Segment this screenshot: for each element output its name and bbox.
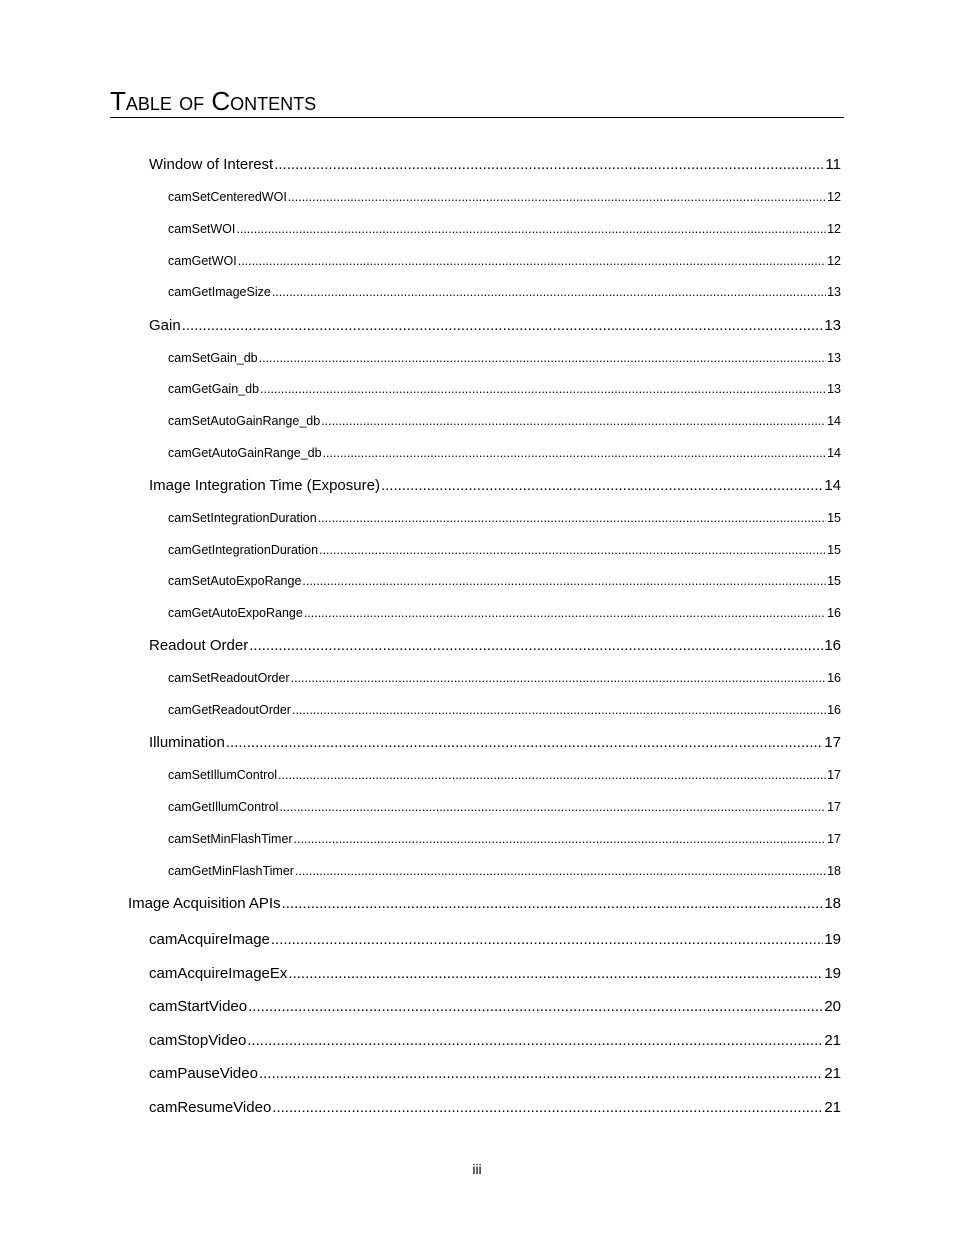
toc-entry-page: 14 (827, 414, 841, 428)
toc-entry-title: camSetAutoGainRange_db (168, 414, 321, 428)
dot-leader (321, 414, 826, 429)
toc-entry-title: camAcquireImageEx (149, 965, 288, 982)
dot-leader (294, 832, 827, 847)
toc-entry[interactable] (149, 1099, 841, 1117)
toc-entry[interactable] (149, 637, 841, 655)
toc-entry-title: camAcquireImage (149, 931, 270, 948)
toc-entry[interactable] (149, 1065, 841, 1083)
toc-entry[interactable] (149, 965, 841, 983)
toc-entry-page: 18 (827, 864, 841, 878)
dot-leader (319, 543, 826, 558)
toc-entry-title: camSetIllumControl (168, 768, 278, 782)
dot-leader (279, 800, 826, 815)
dot-leader (291, 671, 827, 686)
toc-entry-page: 21 (824, 1099, 841, 1116)
dot-leader (278, 768, 826, 783)
toc-entry[interactable] (168, 543, 841, 558)
toc-entry[interactable] (168, 511, 841, 526)
dot-leader (182, 317, 824, 335)
toc-entry-title: camSetAutoExpoRange (168, 574, 302, 588)
dot-leader (292, 703, 826, 718)
toc-entry-title: camSetCenteredWOI (168, 190, 287, 204)
dot-leader (249, 637, 823, 655)
toc-entry-page: 17 (827, 768, 841, 782)
dot-leader (288, 190, 826, 205)
toc-entry-title: Illumination (149, 734, 225, 751)
dot-leader (323, 446, 827, 461)
toc-entry[interactable] (149, 734, 841, 752)
dot-leader (271, 931, 823, 949)
toc-entry[interactable] (168, 671, 841, 686)
toc-entry-title: camGetAutoGainRange_db (168, 446, 322, 460)
toc-entry-title: camSetIntegrationDuration (168, 511, 317, 525)
dot-leader (304, 606, 826, 621)
dot-leader (226, 734, 823, 752)
toc-entry-page: 13 (827, 382, 841, 396)
toc-entry-title: camGetIntegrationDuration (168, 543, 319, 557)
toc-entry-title: camGetIllumControl (168, 800, 279, 814)
dot-leader (247, 1032, 823, 1050)
toc-entry-title: Image Integration Time (Exposure) (149, 477, 380, 494)
toc-entry-page: 18 (824, 895, 841, 912)
toc-entry-title: camStartVideo (149, 998, 248, 1015)
dot-leader (302, 574, 826, 589)
toc-entry[interactable] (128, 895, 841, 913)
dot-leader (295, 864, 826, 879)
toc-entry[interactable] (168, 382, 841, 397)
dot-leader (236, 222, 826, 237)
toc-entry[interactable] (168, 351, 841, 366)
toc-entry-page: 15 (827, 543, 841, 557)
toc-entry[interactable] (168, 254, 841, 269)
dot-leader (272, 1099, 823, 1117)
toc-entry-page: 14 (824, 477, 841, 494)
toc-entry-page: 16 (827, 606, 841, 620)
toc-entry[interactable] (168, 574, 841, 589)
toc-entry-title: camGetGain_db (168, 382, 260, 396)
toc-entry-page: 17 (827, 800, 841, 814)
toc-entry[interactable] (168, 768, 841, 783)
toc-entry-title: Image Acquisition APIs (128, 895, 281, 912)
toc-entry[interactable] (168, 285, 841, 300)
toc-entry-page: 17 (824, 734, 841, 751)
toc-entry[interactable] (168, 800, 841, 815)
dot-leader (260, 382, 826, 397)
toc-entry-title: camSetReadoutOrder (168, 671, 290, 685)
toc-entry-page: 11 (825, 156, 841, 173)
toc-entry-title: camSetWOI (168, 222, 236, 236)
toc-entry[interactable] (149, 1032, 841, 1050)
toc-entry-page: 14 (827, 446, 841, 460)
dot-leader (274, 156, 824, 174)
toc-entry[interactable] (149, 931, 841, 949)
toc-entry-page: 13 (827, 285, 841, 299)
toc-entry-page: 21 (824, 1065, 841, 1082)
dot-leader (259, 351, 826, 366)
toc-entry-title: Gain (149, 317, 181, 334)
toc-entry-title: camSetMinFlashTimer (168, 832, 293, 846)
toc-entry-page: 17 (827, 832, 841, 846)
toc-entry-page: 16 (827, 703, 841, 717)
toc-heading: Table of Contents (110, 86, 844, 118)
toc-entry-page: 20 (824, 998, 841, 1015)
toc-entry-page: 15 (827, 574, 841, 588)
toc-entry-page: 21 (824, 1032, 841, 1049)
toc-entry-title: camSetGain_db (168, 351, 258, 365)
toc-entry-page: 12 (827, 222, 841, 236)
toc-entry-title: camResumeVideo (149, 1099, 272, 1116)
toc-entry-title: camPauseVideo (149, 1065, 258, 1082)
toc-entry[interactable] (149, 156, 841, 174)
toc-entry-page: 13 (827, 351, 841, 365)
toc-entry-page: 19 (824, 965, 841, 982)
toc-entry[interactable] (149, 477, 841, 495)
dot-leader (318, 511, 826, 526)
toc-entry-page: 15 (827, 511, 841, 525)
toc-entry-title: camGetWOI (168, 254, 237, 268)
toc-entry-title: camGetImageSize (168, 285, 271, 299)
toc-entry-page: 19 (824, 931, 841, 948)
toc-entry[interactable] (168, 414, 841, 429)
toc-entry-title: camGetMinFlashTimer (168, 864, 294, 878)
toc-entry[interactable] (168, 606, 841, 621)
toc-entry-page: 12 (827, 254, 841, 268)
toc-entry-page: 16 (827, 671, 841, 685)
dot-leader (282, 895, 824, 913)
dot-leader (259, 1065, 823, 1083)
toc-entry[interactable] (149, 317, 841, 335)
toc-entry[interactable] (168, 864, 841, 879)
toc-entry-page: 12 (827, 190, 841, 204)
toc-entry[interactable] (168, 446, 841, 461)
dot-leader (238, 254, 826, 269)
toc-entry-title: camStopVideo (149, 1032, 247, 1049)
page-number: iii (472, 1161, 482, 1177)
dot-leader (248, 998, 823, 1016)
toc-entry[interactable] (168, 832, 841, 847)
toc-entry-page: 16 (824, 637, 841, 654)
toc-entry[interactable] (168, 222, 841, 237)
dot-leader (272, 285, 826, 300)
dot-leader (288, 965, 823, 983)
toc-entry-page: 13 (824, 317, 841, 334)
toc-entry-title: camGetAutoExpoRange (168, 606, 303, 620)
toc-entry[interactable] (168, 190, 841, 205)
toc-entry-title: camGetReadoutOrder (168, 703, 291, 717)
dot-leader (381, 477, 823, 495)
toc-entry-title: Readout Order (149, 637, 249, 654)
toc-entry[interactable] (149, 998, 841, 1016)
toc-entry-title: Window of Interest (149, 156, 274, 173)
toc-entry[interactable] (168, 703, 841, 718)
